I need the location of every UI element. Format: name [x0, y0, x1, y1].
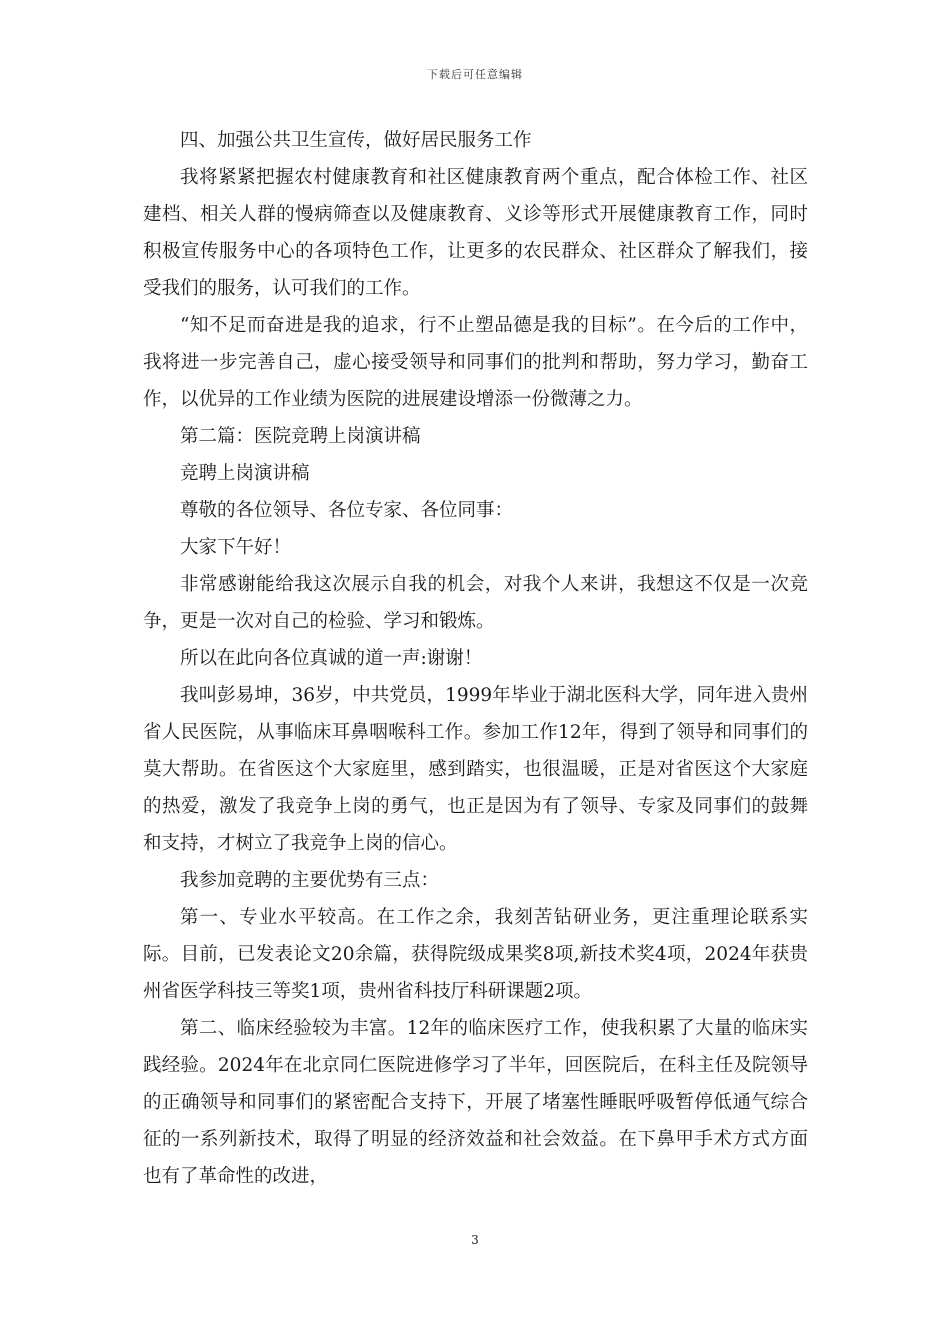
paragraph: 我参加竞聘的主要优势有三点： [180, 870, 440, 891]
chapter-title: 第二篇：医院竞聘上岗演讲稿 [180, 426, 421, 447]
paragraph: 所以在此向各位真诚的道一声:谢谢！ [180, 648, 483, 669]
paragraph: “知不足而奋进是我的追求，行不止塑品德是我的目标”。在今后的工作中，我将进一步完善自己，虚心接受领导和同事们的批判和帮助，努力学习，勤奋工作，以优异的工作业绩为医院的进展建设增添一份微薄之力。 [143, 315, 808, 410]
paragraph: 我叫彭易坤，36岁，中共党员，1999年毕业于湖北医科大学，同年进入贵州省人民医院，从事临床耳鼻咽喉科工作。参加工作12年，得到了领导和同事们的莫大帮助。在省医这个大家庭里，感到踏实，也很温暖，正是对省医这个大家庭的热爱，激发了我竞争上岗的勇气，也正是因为有了领导、专家及同事们的鼓舞和支持，才树立了我竞争上岗的信心。 [143, 685, 808, 854]
paragraph: 第二、临床经验较为丰富。12年的临床医疗工作，使我积累了大量的临床实践经验。2024年在北京同仁医院进修学习了半年，回医院后，在科主任及院领导的正确领导和同事们的紧密配合支持下，开展了堵塞性睡眠呼吸暂停低通气综合征的一系列新技术，取得了明显的经济效益和社会效益。在下鼻甲手术方式方面也有了革命性的改进， [143, 1018, 808, 1187]
paragraph: 非常感谢能给我这次展示自我的机会，对我个人来讲，我想这不仅是一次竞争，更是一次对自己的检验、学习和锻炼。 [143, 574, 808, 632]
greeting: 大家下午好！ [180, 537, 292, 558]
section-heading-4: 四、加强公共卫生宣传，做好居民服务工作 [180, 130, 532, 151]
speech-title: 竞聘上岗演讲稿 [180, 463, 310, 484]
paragraph: 我将紧紧把握农村健康教育和社区健康教育两个重点，配合体检工作、社区建档、相关人群的慢病筛查以及健康教育、义诊等形式开展健康教育工作，同时积极宣传服务中心的各项特色工作，让更多的农民群众、社区群众了解我们，接受我们的服务，认可我们的工作。 [143, 167, 808, 299]
salutation: 尊敬的各位领导、各位专家、各位同事： [180, 500, 514, 521]
page-header: 下载后可任意编辑 [427, 68, 523, 81]
paragraph: 第一、专业水平较高。在工作之余，我刻苦钻研业务，更注重理论联系实际。目前，已发表论文20余篇，获得院级成果奖8项,新技术奖4项，2024年获贵州省医学科技三等奖1项，贵州省科技厅科研课题2项。 [143, 907, 808, 1002]
document-body [143, 122, 808, 1195]
page-number: 3 [471, 1233, 479, 1247]
